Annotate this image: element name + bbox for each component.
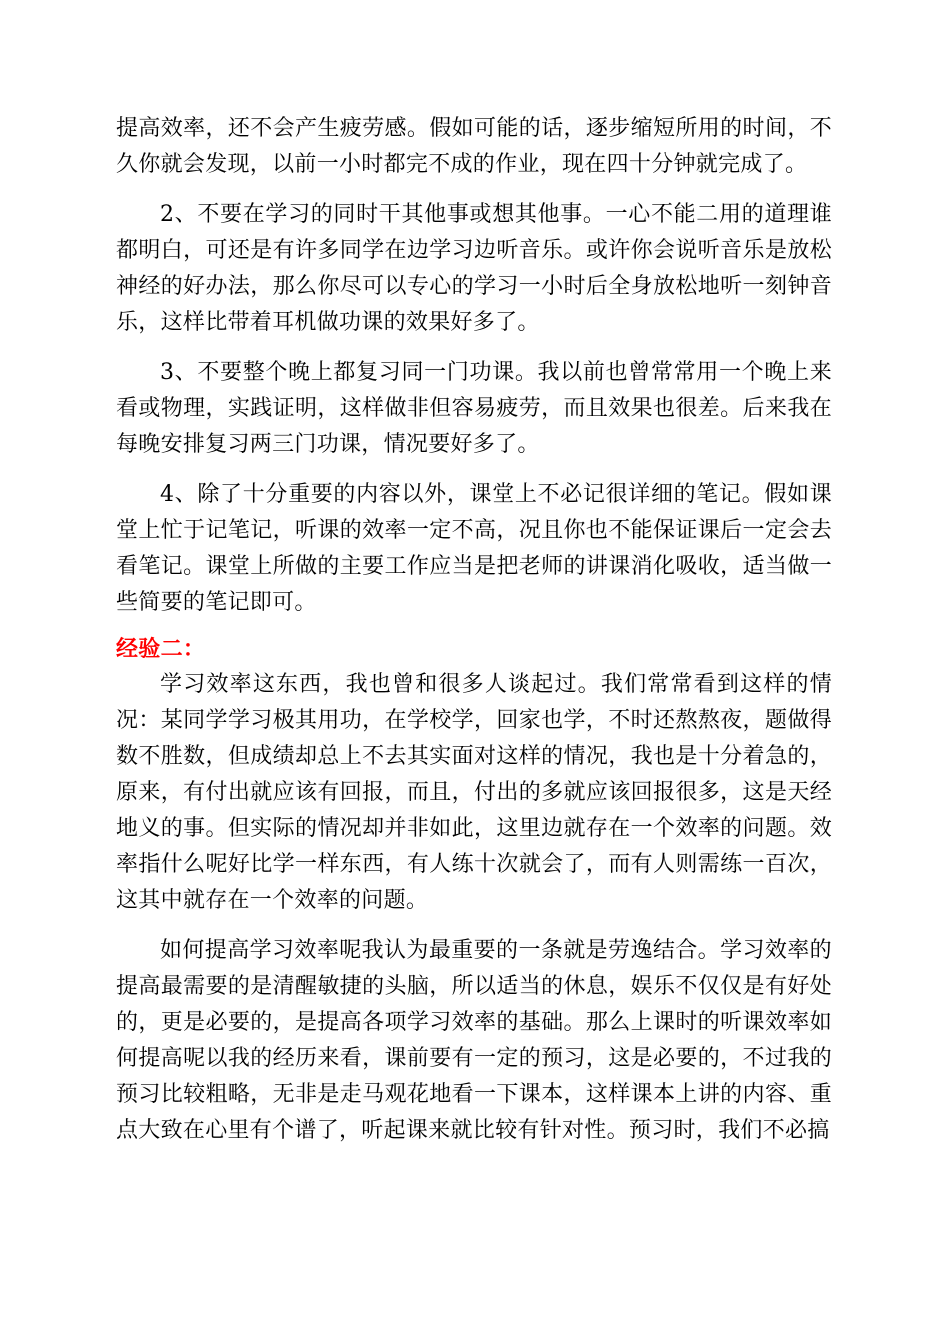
paragraph-efficiency-how: 如何提高学习效率呢我认为最重要的一条就是劳逸结合。学习效率的提高最需要的是清醒敏捷的头脑，所以适当的休息，娱乐不仅仅是有好处的，更是必要的，是提高各项学习效率的基础。那么上课时的听课效率如何提高呢以我的经历来看，课前要有一定的预习，这是必要的，不过我的预习比较粗略，无非是走马观花地看一下课本，这样课本上讲的内容、重点大致在心里有个谱了，听起课来就比较有针对性。预习时，我们不必搞 bbox=[116, 938, 832, 1143]
paragraph-tip-4: 4、除了十分重要的内容以外，课堂上不必记很详细的笔记。假如课堂上忙于记笔记，听课的效率一定不高，况且你也不能保证课后一定会去看笔记。课堂上所做的主要工作应当是把老师的讲课消化吸收，适当做一些简要的笔记即可。 bbox=[116, 482, 832, 615]
paragraph-efficiency-intro: 学习效率这东西，我也曾和很多人谈起过。我们常常看到这样的情况：某同学学习极其用功，在学校学，回家也学，不时还熬熬夜，题做得数不胜数，但成绩却总上不去其实面对这样的情况，我也是十分着急的，原来，有付出就应该有回报，而且，付出的多就应该回报很多，这是天经地义的事。但实际的情况却并非如此，这里边就存在一个效率的问题。效率指什么呢好比学一样东西，有人练十次就会了，而有人则需练一百次，这其中就存在一个效率的问题。 bbox=[116, 672, 832, 913]
paragraph-tip-2: 2、不要在学习的同时干其他事或想其他事。一心不能二用的道理谁都明白，可还是有许多同学在边学习边听音乐。或许你会说听音乐是放松神经的好办法，那么你尽可以专心的学习一小时后全身放松地听一刻钟音乐，这样比带着耳机做功课的效果好多了。 bbox=[116, 202, 832, 335]
paragraph-continuation: 提高效率，还不会产生疲劳感。假如可能的话，逐步缩短所用的时间，不久你就会发现，以前一小时都完不成的作业，现在四十分钟就完成了。 bbox=[116, 116, 832, 177]
paragraph-tip-3: 3、不要整个晚上都复习同一门功课。我以前也曾常常用一个晚上来看或物理，实践证明，这样做非但容易疲劳，而且效果也很差。后来我在每晚安排复习两三门功课，情况要好多了。 bbox=[116, 360, 832, 457]
section-heading-experience-2: 经验二： bbox=[116, 636, 206, 662]
document-body bbox=[116, 111, 832, 1149]
